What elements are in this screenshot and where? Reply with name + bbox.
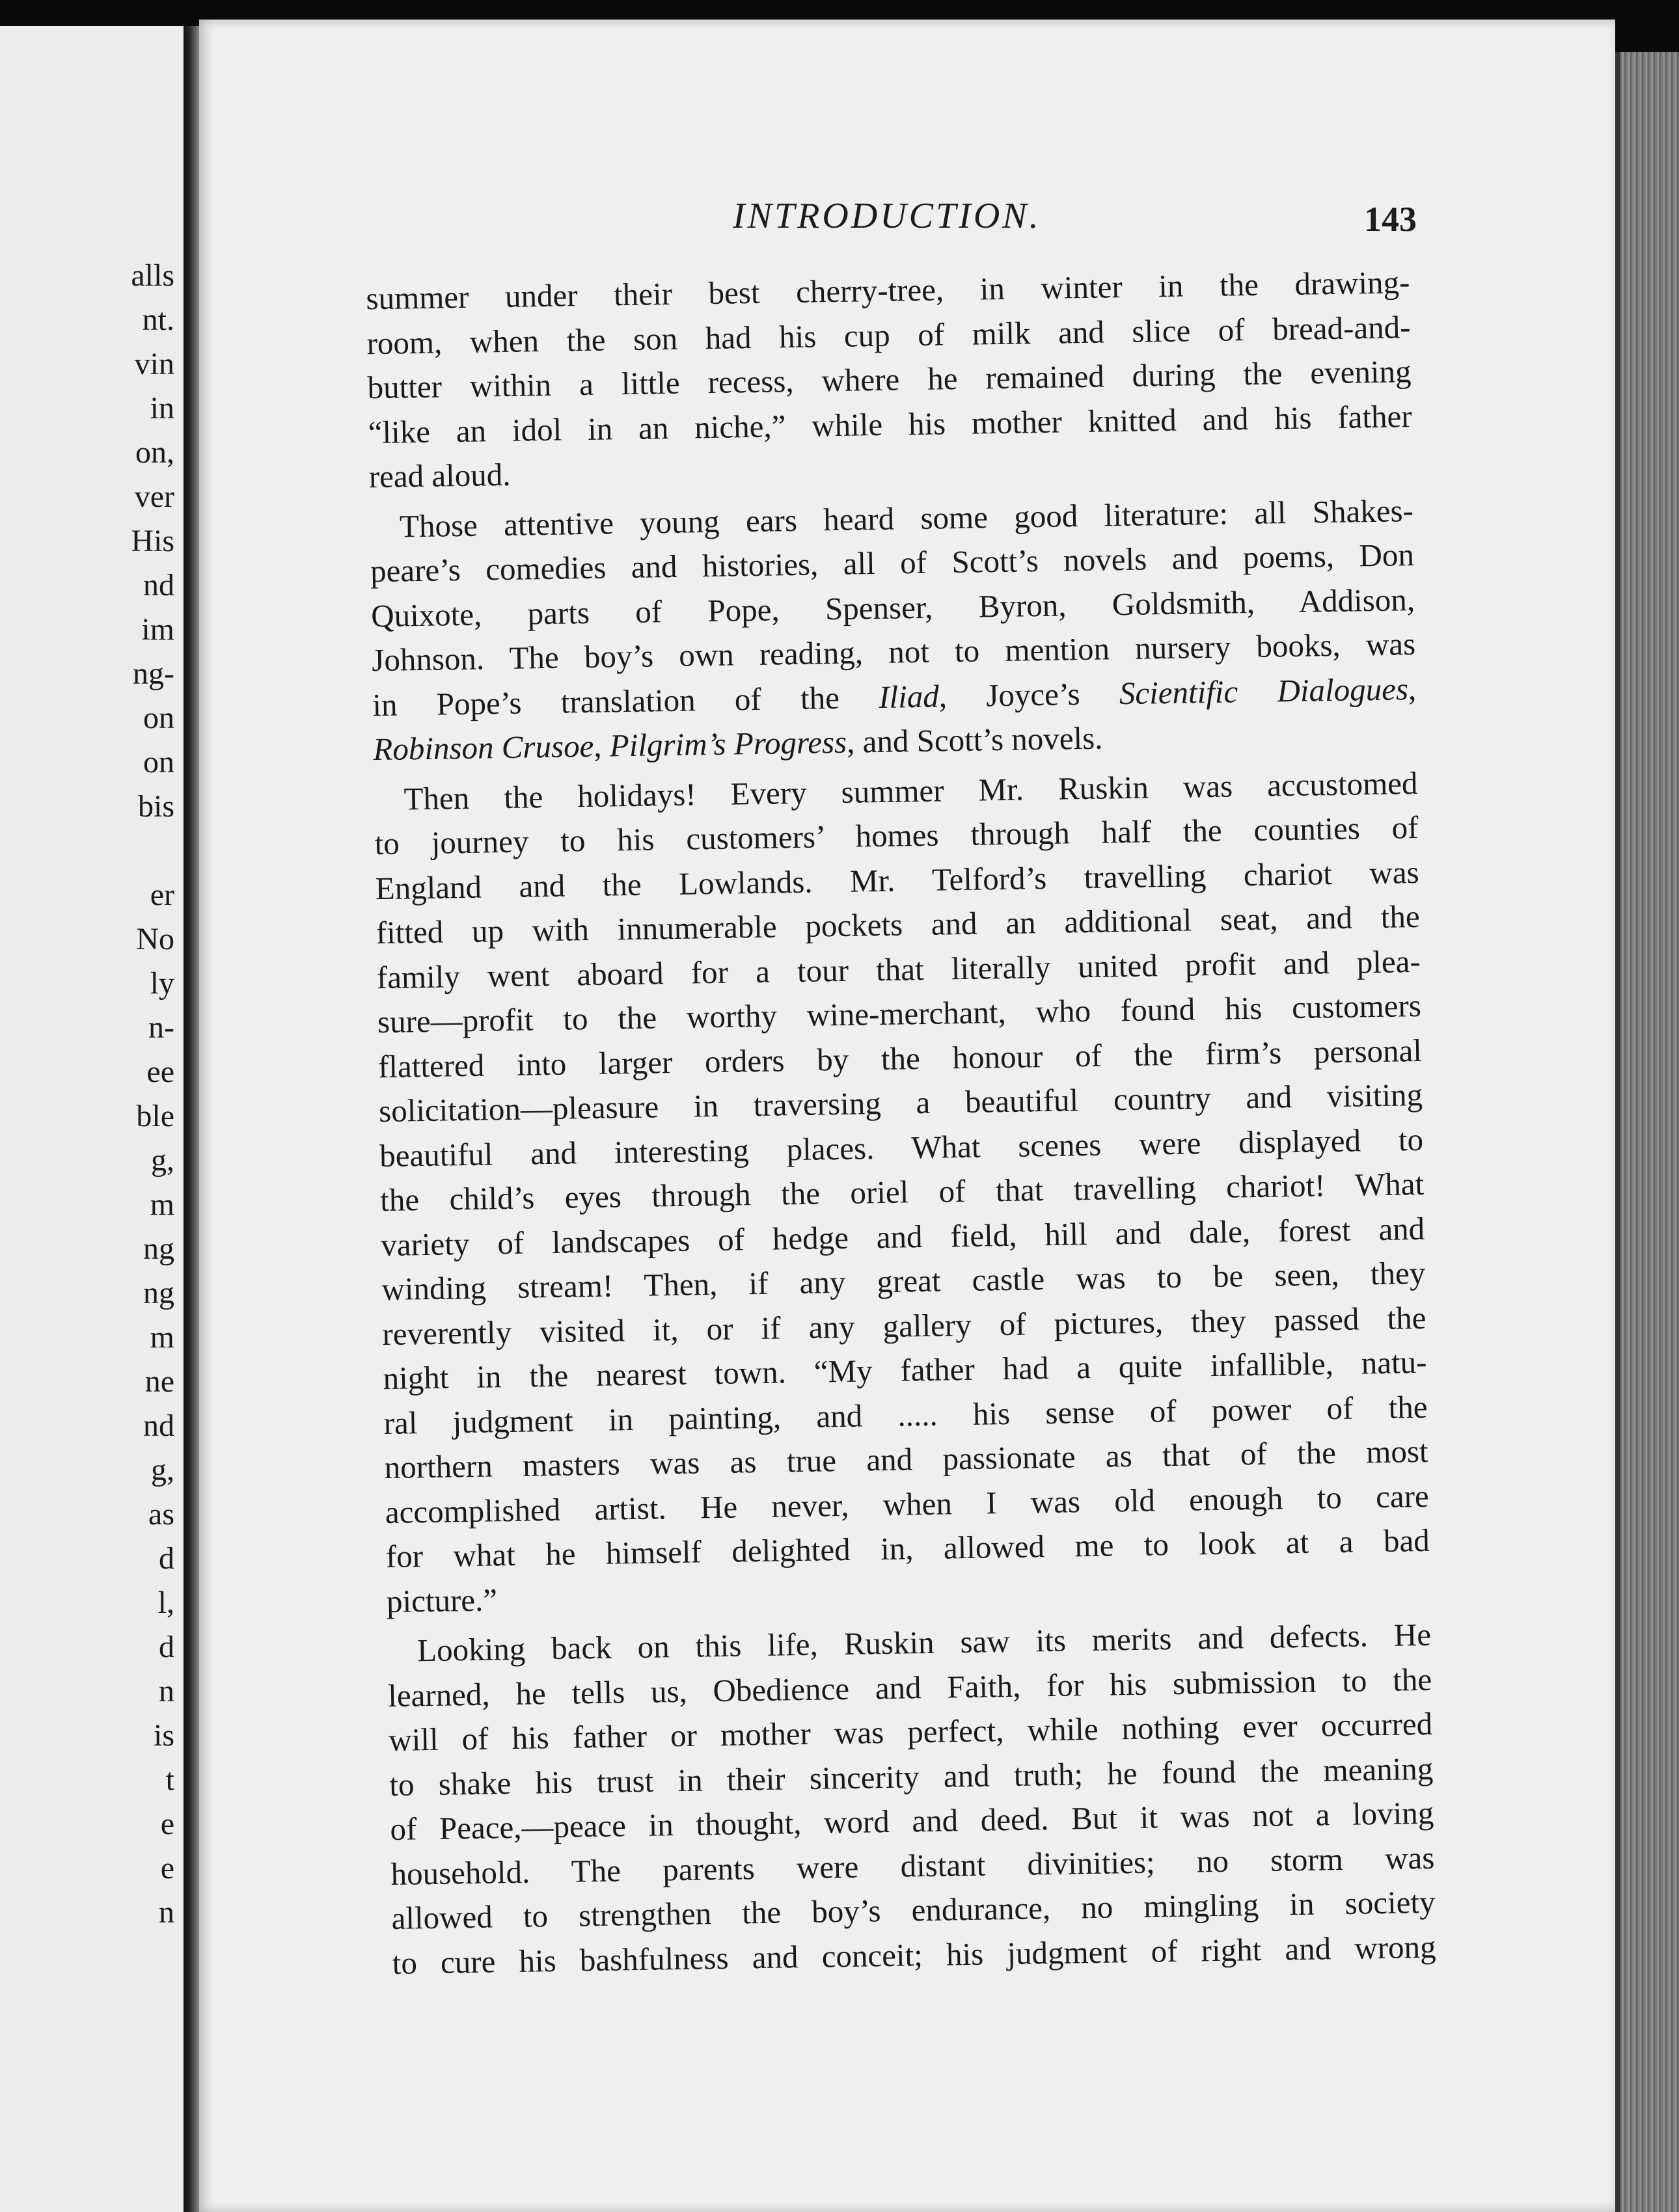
- page-number: 143: [1364, 200, 1417, 239]
- text-line: Then the holidays! Every summer Mr. Ruskin was accustomed: [403, 764, 1418, 816]
- book-page: [199, 20, 1615, 2212]
- previous-page-fragment: ver: [134, 479, 174, 514]
- previous-page-fragment: er: [150, 878, 174, 912]
- text-line: Robinson Crusoe, Pilgrim’s Progress, and Scott’s novels.: [372, 720, 1103, 768]
- previous-page-fragment: n: [159, 1674, 174, 1708]
- body-text: [336, 260, 1436, 1991]
- text-line: Looking back on this life, Ruskin saw its merits and defects. He: [416, 1616, 1432, 1669]
- text-line: winding stream! Then, if any great castle was to be seen, they: [381, 1254, 1426, 1308]
- paragraph: [340, 489, 1417, 773]
- text-line: peare’s comedies and histories, all of Scott’s novels and poems, Don: [370, 537, 1415, 589]
- previous-page-fragment: n: [159, 1895, 174, 1930]
- previous-page-fragment: im: [141, 612, 174, 647]
- previous-page-fragment: t: [165, 1762, 174, 1797]
- text-line: reverently visited it, or if any gallery of pictures, they passed the: [382, 1299, 1426, 1352]
- text-line: household. The parents were distant divinities; no storm was: [390, 1839, 1435, 1892]
- text-line: picture.”: [386, 1581, 498, 1619]
- previous-page-fragment: ng: [143, 1276, 174, 1310]
- previous-page-fragment: ee: [146, 1055, 174, 1089]
- previous-page-fragment: ble: [136, 1099, 174, 1133]
- text-line: England and the Lowlands. Mr. Telford’s travelling chariot was: [375, 854, 1419, 906]
- text-line: the child’s eyes through the oriel of that travelling chariot! What: [379, 1165, 1425, 1219]
- previous-page-fragment: m: [150, 1187, 174, 1222]
- text-line: solicitation—pleasure in traversing a beautiful country and visiting: [378, 1076, 1423, 1129]
- text-line: for what he himself delighted in, allowed me to look at a bad: [385, 1522, 1430, 1575]
- paragraph: [336, 260, 1413, 500]
- text-line: Quixote, parts of Pope, Spenser, Byron, Goldsmith, Addison,: [370, 581, 1415, 634]
- text-line: will of his father or mother was perfect, while nothing ever occurred: [388, 1705, 1433, 1758]
- previous-page-fragment: No: [136, 922, 174, 956]
- previous-page-fragment: l,: [157, 1585, 174, 1620]
- previous-page-fragment: ng: [143, 1232, 174, 1266]
- text-line: to cure his bashfulness and conceit; his judgment of right and wrong: [392, 1928, 1436, 1981]
- paragraph: [357, 1613, 1436, 1986]
- previous-page-fragment: n-: [148, 1010, 174, 1045]
- previous-page-fragment: nd: [143, 1409, 174, 1443]
- previous-page-fragment: bis: [137, 789, 174, 824]
- running-head: [199, 195, 1615, 247]
- text-line: accomplished artist. He never, when I was old enough to care: [385, 1477, 1430, 1530]
- previous-page-fragment: alls: [131, 258, 174, 293]
- previous-page-fragment: m: [150, 1320, 174, 1355]
- previous-page-fragment: g,: [151, 1143, 174, 1178]
- previous-page-fragment: His: [131, 524, 174, 558]
- previous-page-fragment: in: [150, 391, 174, 425]
- text-line: Those attentive young ears heard some good literature: all Shakes-: [399, 492, 1414, 545]
- text-line: night in the nearest town. “My father had a quite infallible, natu-: [383, 1343, 1427, 1397]
- previous-page-fragment: g,: [151, 1453, 174, 1487]
- text-line: read aloud.: [368, 456, 511, 495]
- previous-page-fragment: is: [153, 1718, 174, 1753]
- previous-page-fragment: d: [159, 1541, 174, 1576]
- previous-page-fragment: ng-: [133, 656, 174, 691]
- previous-page-sliver: [0, 26, 184, 2212]
- text-line: family went aboard for a tour that literally united profit and plea-: [376, 943, 1421, 995]
- text-line: sure—profit to the worthy wine-merchant, who found his customers: [377, 987, 1422, 1040]
- text-line: to shake his trust in their sincerity and truth; he found the meaning: [389, 1750, 1434, 1803]
- book-gutter: [184, 26, 199, 2212]
- previous-page-fragment: nd: [143, 568, 174, 602]
- previous-page-fragment: e: [160, 1807, 174, 1841]
- text-line: room, when the son had his cup of milk and slice of bread-and-: [366, 308, 1411, 361]
- previous-page-fragment: e: [160, 1851, 174, 1885]
- text-line: to journey to his customers’ homes through half the counties of: [374, 809, 1419, 862]
- previous-page-fragment: nt.: [142, 303, 174, 337]
- text-line: ral judgment in painting, and ..... his sense of power of the: [383, 1388, 1428, 1441]
- text-line: in Pope’s translation of the Iliad, Joyce’s Scientific Dialogues,: [372, 670, 1417, 723]
- text-line: fitted up with innumerable pockets and an additional seat, and the: [375, 898, 1421, 951]
- text-line: Johnson. The boy’s own reading, not to mention nursery books, was: [371, 626, 1416, 679]
- previous-page-fragment: vin: [134, 347, 174, 381]
- previous-page-fragment: ne: [144, 1364, 174, 1399]
- previous-page-fragment: on: [143, 745, 174, 779]
- previous-page-fragment: [131, 829, 174, 873]
- paragraph: [344, 761, 1430, 1624]
- page-edges-stack: [1615, 52, 1679, 2212]
- text-line: learned, he tells us, Obedience and Faith, for his submission to the: [387, 1661, 1432, 1714]
- text-line: butter within a little recess, where he remained during the evening: [367, 353, 1412, 406]
- text-line: beautiful and interesting places. What scenes were displayed to: [379, 1121, 1424, 1174]
- running-title: INTRODUCTION.: [733, 196, 1041, 236]
- previous-page-fragment: as: [148, 1497, 174, 1531]
- text-line: northern masters was as true and passionate as that of the most: [384, 1433, 1428, 1486]
- text-line: flattered into larger orders by the honour of the firm’s personal: [377, 1032, 1423, 1085]
- previous-page-fragment: d: [159, 1630, 174, 1664]
- previous-page-fragment: on,: [135, 435, 174, 470]
- text-line: variety of landscapes of hedge and field, hill and dale, forest and: [380, 1210, 1425, 1263]
- previous-page-fragment: on: [143, 701, 174, 735]
- previous-page-text-fragments: [131, 254, 174, 1935]
- previous-page-fragment: ly: [150, 966, 174, 1001]
- text-line: allowed to strengthen the boy’s endurance, no mingling in society: [391, 1883, 1436, 1936]
- text-line: summer under their best cherry-tree, in winter in the drawing-: [366, 264, 1410, 317]
- text-line: of Peace,—peace in thought, word and deed. But it was not a loving: [390, 1794, 1434, 1847]
- text-line: “like an idol in an niche,” while his mother knitted and his father: [368, 398, 1412, 450]
